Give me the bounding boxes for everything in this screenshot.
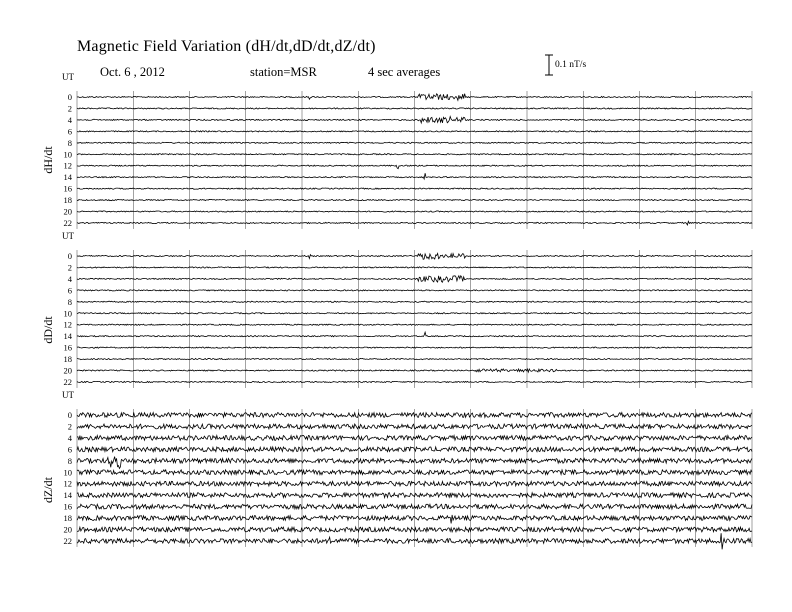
row-label: 4: [67, 432, 72, 443]
row-label: 14: [63, 331, 72, 342]
row-label: 20: [63, 365, 72, 376]
row-label: 0: [67, 410, 72, 420]
chart-title: Magnetic Field Variation (dH/dt,dD/dt,dZ/dt): [77, 38, 376, 55]
row-label: 8: [67, 137, 72, 148]
row-label: 10: [63, 308, 72, 319]
row-label: 0: [67, 251, 72, 261]
panel-label: dZ/dt: [41, 477, 55, 503]
row-label: 22: [63, 376, 72, 387]
row-label: 14: [63, 490, 72, 501]
row-label: 22: [63, 535, 72, 546]
row-label: 12: [63, 319, 72, 330]
row-label: 8: [67, 455, 72, 466]
averaging-label: 4 sec averages: [368, 65, 441, 79]
row-label: 4: [67, 273, 72, 284]
row-label: 2: [67, 421, 72, 432]
row-label: 20: [63, 524, 72, 535]
row-label: 6: [67, 444, 72, 455]
row-label: 10: [63, 149, 72, 160]
row-label: 16: [63, 183, 72, 194]
trace-line: [77, 199, 752, 200]
ut-axis-label: UT: [62, 390, 74, 400]
row-label: 12: [63, 478, 72, 489]
row-label: 16: [63, 501, 72, 512]
row-label: 22: [63, 217, 72, 228]
row-label: 20: [63, 206, 72, 217]
panel-label: dD/dt: [41, 316, 55, 344]
ut-axis-label: UT: [62, 231, 74, 241]
scale-bar-label: 0.1 nT/s: [555, 60, 587, 70]
row-label: 8: [67, 296, 72, 307]
row-label: 14: [63, 172, 72, 183]
row-label: 6: [67, 126, 72, 137]
row-label: 12: [63, 160, 72, 171]
row-label: 0: [67, 92, 72, 102]
row-label: 16: [63, 342, 72, 353]
row-label: 6: [67, 285, 72, 296]
ut-axis-label: UT: [62, 72, 74, 82]
row-label: 18: [63, 354, 72, 365]
row-label: 18: [63, 513, 72, 524]
row-label: 2: [67, 103, 72, 114]
station-label: station=MSR: [250, 65, 317, 79]
panel-label: dH/dt: [41, 146, 55, 174]
row-label: 10: [63, 467, 72, 478]
row-label: 2: [67, 262, 72, 273]
row-label: 4: [67, 114, 72, 125]
date-label: Oct. 6 , 2012: [100, 65, 165, 79]
row-label: 18: [63, 195, 72, 206]
